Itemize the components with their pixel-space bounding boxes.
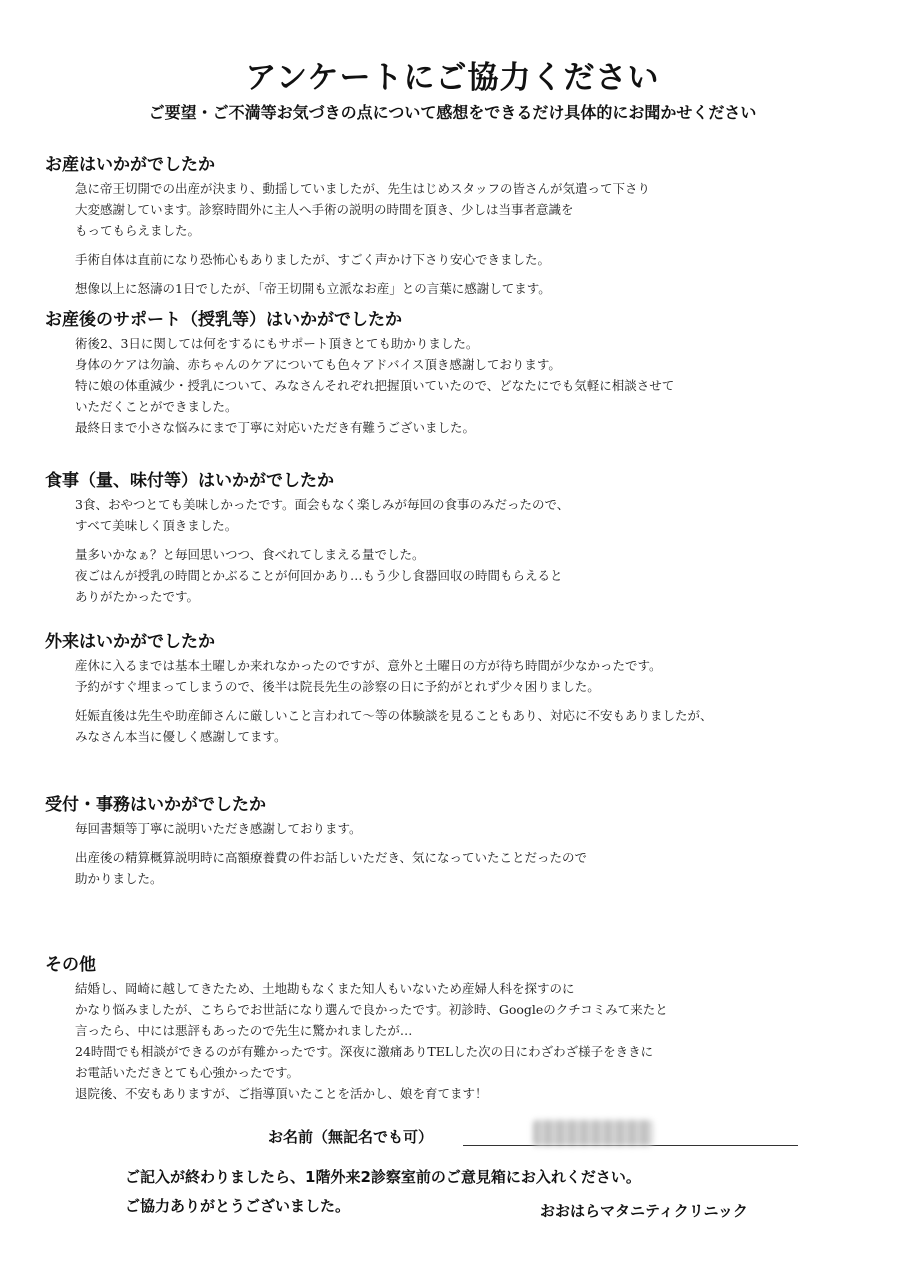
- section-title: その他: [45, 955, 96, 975]
- footer-note: ご記入が終わりましたら、1階外来2診察室前のご意見箱にお入れください。: [125, 1168, 641, 1186]
- answer-line: 夜ごはんが授乳の時間とかぶることが何回かあり…もう少し食器回収の時間もらえると: [75, 568, 563, 583]
- answer-line: 想像以上に怒濤の1日でしたが、「帝王切開も立派なお産」との言葉に感謝してます。: [75, 281, 551, 296]
- section-postpartum-support: [45, 305, 875, 438]
- section-title: 食事（量、味付等）はいかがでしたか: [45, 471, 334, 491]
- section-title: お産後のサポート（授乳等）はいかがでしたか: [45, 310, 402, 330]
- answer-line: 手術自体は直前になり恐怖心もありましたが、すごく声かけ下さり安心できました。: [75, 252, 551, 267]
- answer-line: 急に帝王切開での出産が決まり、動揺していましたが、先生はじめスタッフの皆さんが気遣って下さり: [75, 181, 651, 196]
- section-birth: [45, 150, 875, 299]
- answer-line: 助かりました。: [75, 871, 163, 886]
- form-title: アンケートにご協力ください: [245, 60, 660, 96]
- answer-line: かなり悩みましたが、こちらでお世話になり選んで良かったです。初診時、Googleのクチコミみて来たと: [75, 1002, 668, 1017]
- answer-line: 24時間でも相談ができるのが有難かったです。深夜に激痛ありTELした次の日にわざわざ様子をききに: [75, 1044, 654, 1059]
- answer-line: 最終日まで小さな悩みにまで丁寧に対応いただき有難うございました。: [75, 420, 476, 435]
- answer-line: 産休に入るまでは基本土曜しか来れなかったのですが、意外と土曜日の方が待ち時間が少なかったです。: [75, 658, 662, 673]
- answer-line: 術後2、3日に関しては何をするにもサポート頂きとても助かりました。: [75, 336, 479, 351]
- clinic-name: おおはらマタニティクリニック: [540, 1202, 748, 1220]
- answer-line: もってもらえました。: [75, 223, 201, 238]
- answer-line: お電話いただきとても心強かったです。: [75, 1065, 300, 1080]
- section-title: 受付・事務はいかがでしたか: [45, 795, 266, 815]
- answer-line: いただくことができました。: [75, 399, 238, 414]
- answer-line: 退院後、不安もありますが、ご指導頂いたことを活かし、娘を育てます！: [75, 1086, 488, 1101]
- answer-line: 結婚し、岡崎に越してきたため、土地勘もなくまた知人もいないため産婦人科を探すのに: [75, 981, 575, 996]
- answer-line: すべて美味しく頂きました。: [75, 518, 238, 533]
- form-subtitle: ご要望・ご不満等お気づきの点について感想をできるだけ具体的にお聞かせください: [148, 103, 757, 122]
- name-field-label: お名前（無記名でも可）: [268, 1128, 434, 1146]
- answer-line: 言ったら、中には悪評もあったので先生に驚かれましたが…: [75, 1023, 413, 1038]
- footer-thanks: ご協力ありがとうございました。: [125, 1197, 351, 1215]
- answer-line: ありがたかったです。: [75, 589, 200, 604]
- answer-line: 出産後の精算概算説明時に高額療養費の件お話しいただき、気になっていたことだったので: [75, 850, 588, 865]
- answer-line: 身体のケアは勿論、赤ちゃんのケアについても色々アドバイス頂き感謝しております。: [75, 357, 561, 372]
- name-field: [268, 1126, 808, 1147]
- answer-line: 3食、おやつとても美味しかったです。面会もなく楽しみが毎回の食事のみだったので、: [75, 497, 570, 512]
- answer-line: 大変感謝しています。診察時間外に主人へ手術の説明の時間を頂き、少しは当事者意識を: [75, 202, 574, 217]
- answer-line: 特に娘の体重減少・授乳について、みなさんそれぞれ把握頂いていたので、どなたにでも気軽に相談させて: [75, 378, 675, 393]
- answer-line: 予約がすぐ埋まってしまうので、後半は院長先生の診察の日に予約がとれず少々困りました。: [75, 679, 600, 694]
- section-meals: [45, 466, 875, 607]
- section-reception: [45, 790, 875, 889]
- answer-line: 妊娠直後は先生や助産師さんに厳しいこと言われて～等の体験談を見ることもあり、対応に不安もありましたが、: [75, 708, 713, 723]
- section-title: 外来はいかがでしたか: [45, 632, 215, 652]
- section-other: [45, 950, 875, 1104]
- section-title: お産はいかがでしたか: [45, 155, 215, 175]
- answer-line: 毎回書類等丁寧に説明いただき感謝しております。: [75, 821, 362, 836]
- answer-line: みなさん本当に優しく感謝してます。: [75, 729, 287, 744]
- answer-line: 量多いかなぁ？と毎回思いつつ、食べれてしまえる量でした。: [75, 547, 425, 562]
- redacted-name: [533, 1120, 653, 1146]
- section-outpatient: [45, 627, 875, 747]
